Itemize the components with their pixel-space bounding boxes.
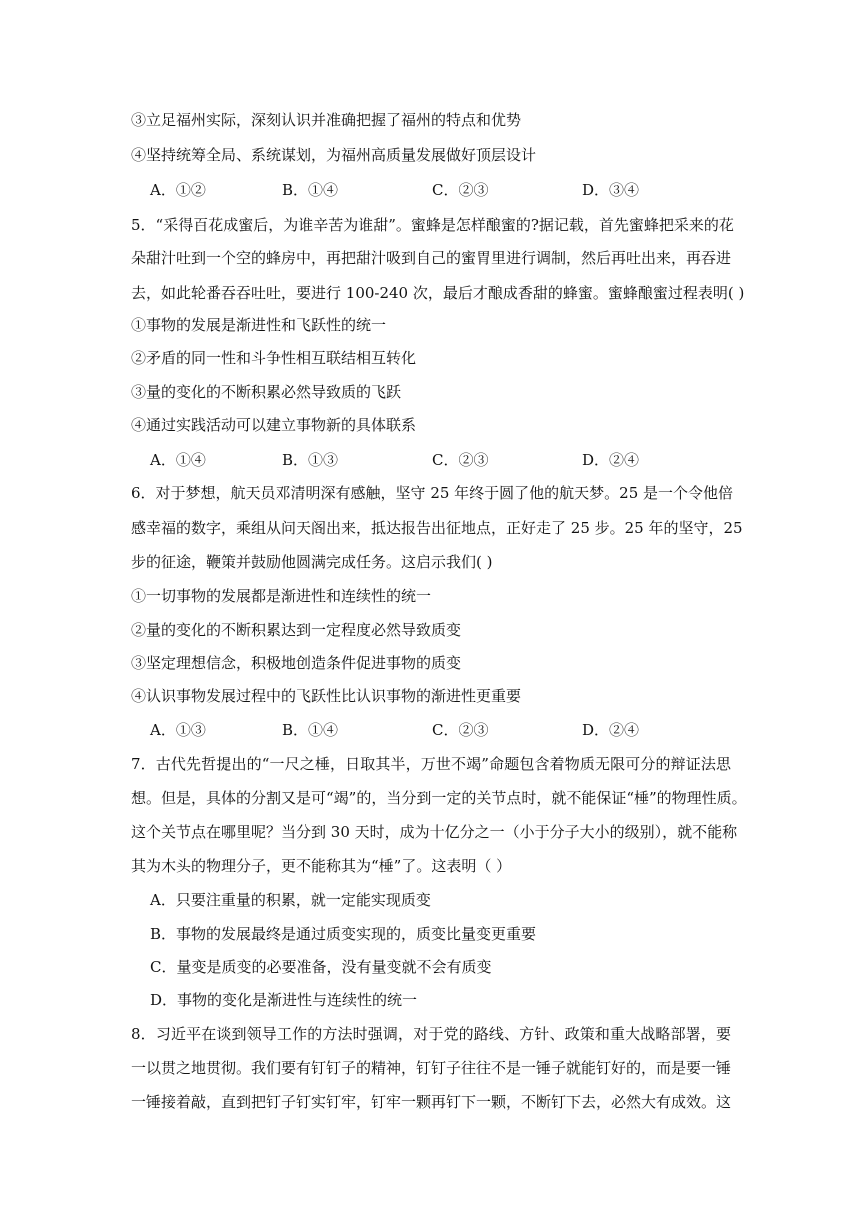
- q5-statement-2: ②矛盾的同一性和斗争性相互联结相互转化: [131, 349, 417, 367]
- q7-stem-line-3: 这个关节点在哪里呢？当分到 30 天时，成为十亿分之一（小于分子大小的级别），就不能称: [131, 823, 738, 841]
- q6-option-b: B．①④: [282, 721, 339, 739]
- q4-statement-3: ③立足福州实际，深刻认识并准确把握了福州的特点和优势: [131, 111, 522, 129]
- q6-option-a: A．①③: [150, 721, 206, 739]
- q5-option-a: A．①④: [150, 451, 206, 469]
- q6-stem-line-1: 6．对于梦想，航天员邓清明深有感触，坚守 25 年终于圆了他的航天梦。25 是一个令他倍: [131, 484, 734, 502]
- q5-option-c: C．②③: [432, 451, 489, 469]
- q8-stem-line-3: 一锤接着敲，直到把钉子钉实钉牢，钉牢一颗再钉下一颗，不断钉下去，必然大有成效。这: [131, 1093, 732, 1111]
- q7-stem-line-4: 其为木头的物理分子，更不能称其为“棰”了。这表明（ ）: [131, 857, 512, 875]
- q5-statement-1: ①事物的发展是渐进性和飞跃性的统一: [131, 316, 387, 334]
- q8-stem-line-1: 8．习近平在谈到领导工作的方法时强调，对于党的路线、方针、政策和重大战略部署，要: [131, 1025, 731, 1043]
- q4-option-b: B．①④: [282, 181, 339, 199]
- q7-choice-d: D．事物的变化是渐进性与连续性的统一: [150, 991, 418, 1009]
- q5-option-d: D．②④: [582, 451, 640, 469]
- q5-stem-line-2: 朵甜汁吐到一个空的蜂房中，再把甜汁吸到自己的蜜胃里进行调制，然后再吐出来，再吞进: [131, 249, 732, 267]
- q6-stem-line-2: 感幸福的数字，乘组从问天阁出来，抵达报告出征地点，正好走了 25 步。25 年的坚守，25: [131, 519, 743, 537]
- q5-statement-3: ③量的变化的不断积累必然导致质的飞跃: [131, 383, 402, 401]
- q4-options: [150, 180, 710, 200]
- q6-statement-1: ①一切事物的发展都是渐进性和连续性的统一: [131, 587, 432, 605]
- q6-option-d: D．②④: [582, 721, 640, 739]
- q4-statement-4: ④坚持统筹全局、系统谋划，为福州高质量发展做好顶层设计: [131, 146, 537, 164]
- q5-stem-line-3: 去，如此轮番吞吞吐吐，要进行 100-240 次，最后才酿成香甜的蜂蜜。蜜蜂酿蜜过程表明( ): [131, 284, 745, 302]
- q6-statement-3: ③坚定理想信念，积极地创造条件促进事物的质变: [131, 654, 462, 672]
- q6-statement-4: ④认识事物发展过程中的飞跃性比认识事物的渐进性更重要: [131, 687, 522, 705]
- q4-option-c: C．②③: [432, 181, 489, 199]
- q7-choice-a: A．只要注重量的积累，就一定能实现质变: [150, 891, 431, 909]
- q6-option-c: C．②③: [432, 721, 489, 739]
- q4-option-d: D．③④: [582, 181, 640, 199]
- q6-stem-line-3: 步的征途，鞭策并鼓励他圆满完成任务。这启示我们( ): [131, 553, 493, 571]
- q5-option-b: B．①③: [282, 451, 339, 469]
- q5-options: [150, 450, 710, 470]
- q5-stem-line-1: 5．“采得百花成蜜后，为谁辛苦为谁甜”。蜜蜂是怎样酿蜜的?据记载，首先蜜蜂把采来的花: [131, 216, 734, 234]
- q5-statement-4: ④通过实践活动可以建立事物新的具体联系: [131, 416, 417, 434]
- q7-choice-c: C．量变是质变的必要准备，没有量变就不会有质变: [150, 958, 492, 976]
- q4-option-a: A．①②: [150, 181, 206, 199]
- q8-stem-line-2: 一以贯之地贯彻。我们要有钉钉子的精神，钉钉子往往不是一锤子就能钉好的，而是要一锤: [131, 1059, 732, 1077]
- q6-statement-2: ②量的变化的不断积累达到一定程度必然导致质变: [131, 621, 462, 639]
- q7-choice-b: B．事物的发展最终是通过质变实现的，质变比量变更重要: [150, 925, 537, 943]
- q7-stem-line-2: 想。但是，具体的分割又是可“竭”的，当分到一定的关节点时，就不能保证“棰”的物理性质。: [131, 789, 747, 807]
- q6-options: [150, 720, 710, 740]
- q7-stem-line-1: 7．古代先哲提出的“一尺之棰，日取其半，万世不竭”命题包含着物质无限可分的辩证法思: [131, 755, 731, 773]
